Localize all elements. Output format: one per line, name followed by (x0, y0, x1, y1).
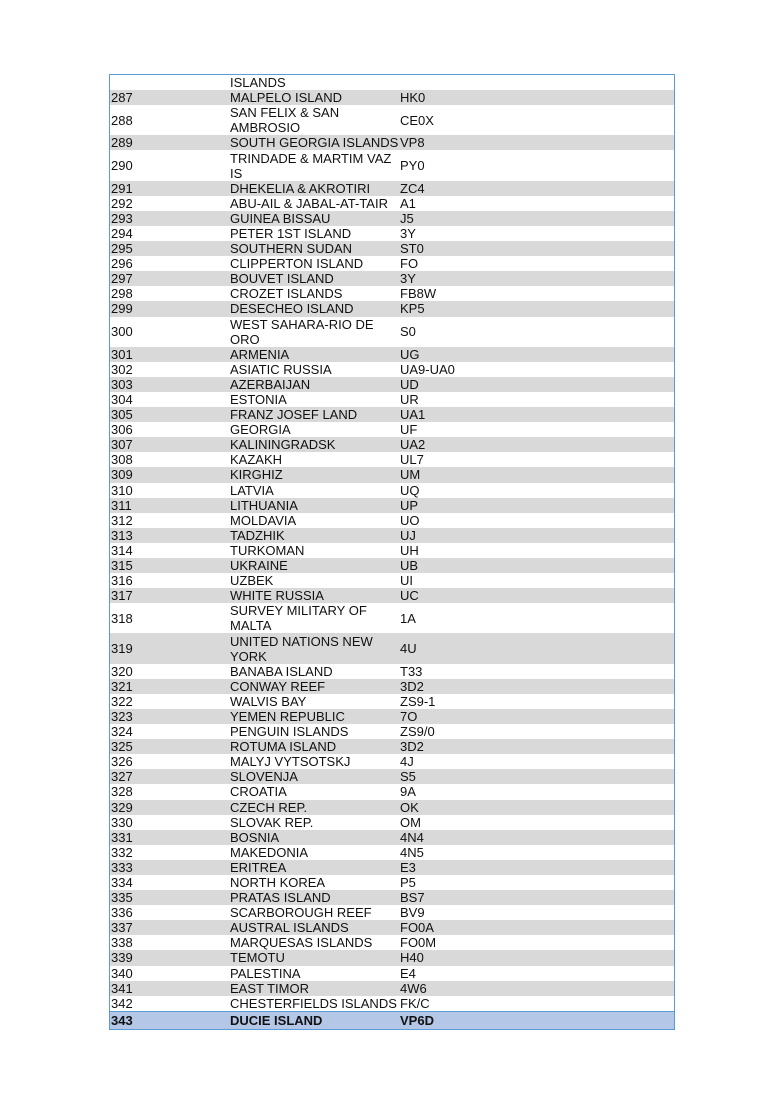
entity-name: WHITE RUSSIA (230, 588, 324, 604)
entity-prefix: UA1 (400, 407, 426, 423)
entity-name: SAN FELIX & SAN AMBROSIO (230, 105, 340, 136)
table-row (110, 392, 674, 407)
entity-number: 287 (111, 90, 133, 106)
entity-name: DUCIE ISLAND (230, 1012, 323, 1028)
entity-number: 307 (111, 437, 133, 453)
table-row (110, 467, 674, 482)
table-row (110, 935, 674, 950)
entity-prefix: UL7 (400, 452, 424, 468)
entity-prefix: FB8W (400, 286, 437, 302)
table-row (110, 286, 674, 301)
entity-name: MOLDAVIA (230, 512, 297, 528)
table-row (110, 709, 674, 724)
table-row (110, 483, 674, 498)
entity-name: WEST SAHARA-RIO DE ORO (230, 316, 374, 347)
entity-name: LATVIA (230, 482, 274, 498)
table-row (110, 996, 674, 1011)
table-row (110, 966, 674, 981)
entity-name: MARQUESAS ISLANDS (230, 935, 373, 951)
entity-prefix: 9A (400, 784, 416, 800)
table-row (110, 181, 674, 196)
entity-prefix: PY0 (400, 158, 425, 174)
entity-prefix: UP (400, 497, 419, 513)
entity-name: WALVIS BAY (230, 693, 307, 709)
entity-number: 330 (111, 814, 133, 830)
entity-number: 291 (111, 180, 133, 196)
entity-prefix: 4J (400, 754, 414, 770)
entity-prefix: OM (400, 814, 421, 830)
entity-name: ERITREA (230, 859, 287, 875)
entity-number: 318 (111, 610, 133, 626)
entity-name: DHEKELIA & AKROTIRI (230, 180, 371, 196)
entity-number: 293 (111, 210, 133, 226)
entity-number: 315 (111, 558, 133, 574)
entity-prefix: 3D2 (400, 678, 424, 694)
table-row (110, 150, 674, 180)
entity-name: SLOVAK REP. (230, 814, 314, 830)
entity-prefix: VP8 (400, 135, 425, 151)
entity-prefix: UO (400, 512, 420, 528)
entity-prefix: BS7 (400, 890, 425, 906)
entity-number: 333 (111, 859, 133, 875)
entity-name: CLIPPERTON ISLAND (230, 256, 364, 272)
entity-prefix: S5 (400, 769, 416, 785)
entity-prefix: ZS9-1 (400, 693, 436, 709)
entity-name: YEMEN REPUBLIC (230, 708, 345, 724)
entity-number: 320 (111, 663, 133, 679)
entity-name: BANABA ISLAND (230, 663, 333, 679)
entity-number: 298 (111, 286, 133, 302)
entity-name: SLOVENJA (230, 769, 298, 785)
table-row (110, 407, 674, 422)
entity-name: SCARBOROUGH REEF (230, 905, 372, 921)
table-row (110, 754, 674, 769)
table-row (110, 105, 674, 135)
entity-prefix: ST0 (400, 241, 424, 257)
entity-name: TRINDADE & MARTIM VAZ IS (230, 150, 392, 181)
table-row (110, 845, 674, 860)
entity-prefix: FO (400, 256, 419, 272)
entity-number: 313 (111, 527, 133, 543)
entity-number: 342 (111, 995, 133, 1011)
entity-number: 305 (111, 407, 133, 423)
table-row (110, 226, 674, 241)
entity-name: PETER 1ST ISLAND (230, 225, 352, 241)
entity-number: 322 (111, 693, 133, 709)
entity-name: LITHUANIA (230, 497, 298, 513)
entity-name: KALININGRADSK (230, 437, 336, 453)
table-row (110, 815, 674, 830)
entity-prefix: UF (400, 422, 418, 438)
entity-number: 295 (111, 241, 133, 257)
entity-name: UKRAINE (230, 558, 288, 574)
entity-name: SOUTH GEORGIA ISLANDS (230, 135, 399, 151)
entity-name: CONWAY REEF (230, 678, 326, 694)
entity-prefix: UB (400, 558, 419, 574)
table-row (110, 256, 674, 271)
table-row (110, 301, 674, 316)
table-row (110, 784, 674, 799)
entity-prefix: 3Y (400, 225, 416, 241)
table-row (110, 739, 674, 754)
entity-prefix: UH (400, 542, 419, 558)
entity-number: 343 (111, 1012, 133, 1028)
entity-number: 336 (111, 905, 133, 921)
entity-number: 292 (111, 195, 133, 211)
entity-number: 337 (111, 920, 133, 936)
entity-prefix: UG (400, 346, 420, 362)
entity-number: 316 (111, 573, 133, 589)
table-row (110, 437, 674, 452)
entity-prefix: UA2 (400, 437, 426, 453)
entity-number: 303 (111, 376, 133, 392)
table-row (110, 362, 674, 377)
entity-name: BOSNIA (230, 829, 280, 845)
entity-number: 331 (111, 829, 133, 845)
table-row (110, 905, 674, 920)
entity-number: 306 (111, 422, 133, 438)
entity-prefix: 4N5 (400, 844, 424, 860)
table-row (110, 920, 674, 935)
entity-prefix: 3D2 (400, 739, 424, 755)
table-row (110, 800, 674, 815)
entity-prefix: UJ (400, 527, 416, 543)
entity-prefix: E4 (400, 965, 416, 981)
entity-prefix: 4U (400, 641, 417, 657)
entity-name: TADZHIK (230, 527, 285, 543)
entity-prefix: J5 (400, 210, 414, 226)
entity-number: 329 (111, 799, 133, 815)
entity-prefix: T33 (400, 663, 423, 679)
entity-number: 327 (111, 769, 133, 785)
entity-name: FRANZ JOSEF LAND (230, 407, 358, 423)
entity-name: AZERBAIJAN (230, 376, 311, 392)
entity-number: 340 (111, 965, 133, 981)
entity-prefix: FO0A (400, 920, 434, 936)
entity-prefix: UI (400, 573, 413, 589)
entity-name: ABU-AIL & JABAL-AT-TAIR (230, 195, 388, 211)
entity-prefix: UC (400, 588, 419, 604)
entity-prefix: FO0M (400, 935, 437, 951)
table-row (110, 588, 674, 603)
entity-number: 314 (111, 542, 133, 558)
entity-number: 339 (111, 950, 133, 966)
entity-prefix: 1A (400, 610, 416, 626)
entity-name: AUSTRAL ISLANDS (230, 920, 349, 936)
entity-name: GUINEA BISSAU (230, 210, 331, 226)
entity-name: TURKOMAN (230, 542, 305, 558)
table-row (110, 769, 674, 784)
entity-prefix: 4N4 (400, 829, 424, 845)
table-row (110, 664, 674, 679)
table-row (110, 422, 674, 437)
table-row (110, 241, 674, 256)
entity-number: 301 (111, 346, 133, 362)
entity-name: MALPELO ISLAND (230, 90, 342, 106)
entity-number: 326 (111, 754, 133, 770)
entity-number: 302 (111, 361, 133, 377)
table-row (110, 724, 674, 739)
entity-number: 312 (111, 512, 133, 528)
entity-name: CROZET ISLANDS (230, 286, 343, 302)
table-row (110, 694, 674, 709)
entity-prefix: H40 (400, 950, 424, 966)
entity-prefix: UA9-UA0 (400, 361, 455, 377)
entity-name: TEMOTU (230, 950, 285, 966)
entity-number: 341 (111, 980, 133, 996)
table-row (110, 271, 674, 286)
entity-number: 297 (111, 271, 133, 287)
entity-name: KAZAKH (230, 452, 283, 468)
entity-number: 289 (111, 135, 133, 151)
table-row (110, 830, 674, 845)
entity-prefix: HK0 (400, 90, 426, 106)
country-prefix-table (109, 74, 675, 1030)
entity-name: CHESTERFIELDS ISLANDS (230, 995, 397, 1011)
table-row (110, 528, 674, 543)
entity-name: ROTUMA ISLAND (230, 739, 337, 755)
entity-prefix: KP5 (400, 301, 425, 317)
entity-name: SURVEY MILITARY OF MALTA (230, 603, 367, 634)
entity-name: ASIATIC RUSSIA (230, 361, 332, 377)
entity-name: BOUVET ISLAND (230, 271, 334, 287)
entity-number: 334 (111, 875, 133, 891)
table-row (110, 452, 674, 467)
entity-number: 294 (111, 225, 133, 241)
table-row (110, 1011, 674, 1029)
table-row (110, 558, 674, 573)
table-row (110, 211, 674, 226)
entity-name: DESECHEO ISLAND (230, 301, 354, 317)
entity-number: 332 (111, 844, 133, 860)
entity-prefix: CE0X (400, 112, 434, 128)
table-row (110, 317, 674, 347)
table-row (110, 633, 674, 663)
entity-name: GEORGIA (230, 422, 291, 438)
entity-name: SOUTHERN SUDAN (230, 241, 353, 257)
entity-number: 324 (111, 724, 133, 740)
entity-prefix: ZS9/0 (400, 724, 435, 740)
table-row (110, 543, 674, 558)
entity-number: 310 (111, 482, 133, 498)
entity-name: ISLANDS (230, 75, 286, 91)
entity-prefix: UM (400, 467, 421, 483)
table-row (110, 573, 674, 588)
entity-number: 319 (111, 641, 133, 657)
entity-prefix: S0 (400, 324, 416, 340)
entity-name: MALYJ VYTSOTSKJ (230, 754, 351, 770)
entity-prefix: 3Y (400, 271, 416, 287)
entity-prefix: A1 (400, 195, 416, 211)
table-row (110, 90, 674, 105)
entity-name: UNITED NATIONS NEW YORK (230, 633, 373, 664)
table-row (110, 950, 674, 965)
table-row (110, 135, 674, 150)
entity-prefix: E3 (400, 859, 416, 875)
entity-number: 335 (111, 890, 133, 906)
entity-number: 309 (111, 467, 133, 483)
entity-prefix: ZC4 (400, 180, 425, 196)
table-row (110, 860, 674, 875)
entity-prefix: UD (400, 376, 419, 392)
entity-number: 325 (111, 739, 133, 755)
entity-name: EAST TIMOR (230, 980, 309, 996)
entity-prefix: FK/C (400, 995, 430, 1011)
entity-number: 317 (111, 588, 133, 604)
entity-number: 321 (111, 678, 133, 694)
table-row (110, 513, 674, 528)
table-row (110, 347, 674, 362)
entity-number: 288 (111, 112, 133, 128)
entity-number: 311 (111, 497, 132, 513)
table-row (110, 603, 674, 633)
entity-prefix: BV9 (400, 905, 425, 921)
entity-name: NORTH KOREA (230, 875, 326, 891)
table-row (110, 75, 674, 90)
table-row (110, 377, 674, 392)
entity-number: 299 (111, 301, 133, 317)
entity-prefix: VP6D (400, 1012, 434, 1028)
entity-prefix: P5 (400, 875, 416, 891)
entity-name: UZBEK (230, 573, 274, 589)
table-row (110, 890, 674, 905)
entity-prefix: 7O (400, 708, 418, 724)
entity-prefix: OK (400, 799, 419, 815)
entity-name: KIRGHIZ (230, 467, 283, 483)
table-row (110, 981, 674, 996)
entity-name: PENGUIN ISLANDS (230, 724, 349, 740)
entity-prefix: UQ (400, 482, 420, 498)
entity-name: MAKEDONIA (230, 844, 309, 860)
table-row (110, 196, 674, 211)
entity-number: 296 (111, 256, 133, 272)
entity-name: ESTONIA (230, 392, 287, 408)
entity-name: CZECH REP. (230, 799, 308, 815)
entity-number: 328 (111, 784, 133, 800)
entity-prefix: 4W6 (400, 980, 427, 996)
table-row (110, 679, 674, 694)
entity-number: 308 (111, 452, 133, 468)
entity-name: ARMENIA (230, 346, 290, 362)
entity-number: 304 (111, 392, 133, 408)
entity-number: 338 (111, 935, 133, 951)
entity-name: CROATIA (230, 784, 287, 800)
table-row (110, 875, 674, 890)
entity-prefix: UR (400, 392, 419, 408)
table-row (110, 498, 674, 513)
entity-number: 300 (111, 324, 133, 340)
entity-name: PALESTINA (230, 965, 301, 981)
entity-name: PRATAS ISLAND (230, 890, 331, 906)
entity-number: 290 (111, 158, 133, 174)
entity-number: 323 (111, 708, 133, 724)
